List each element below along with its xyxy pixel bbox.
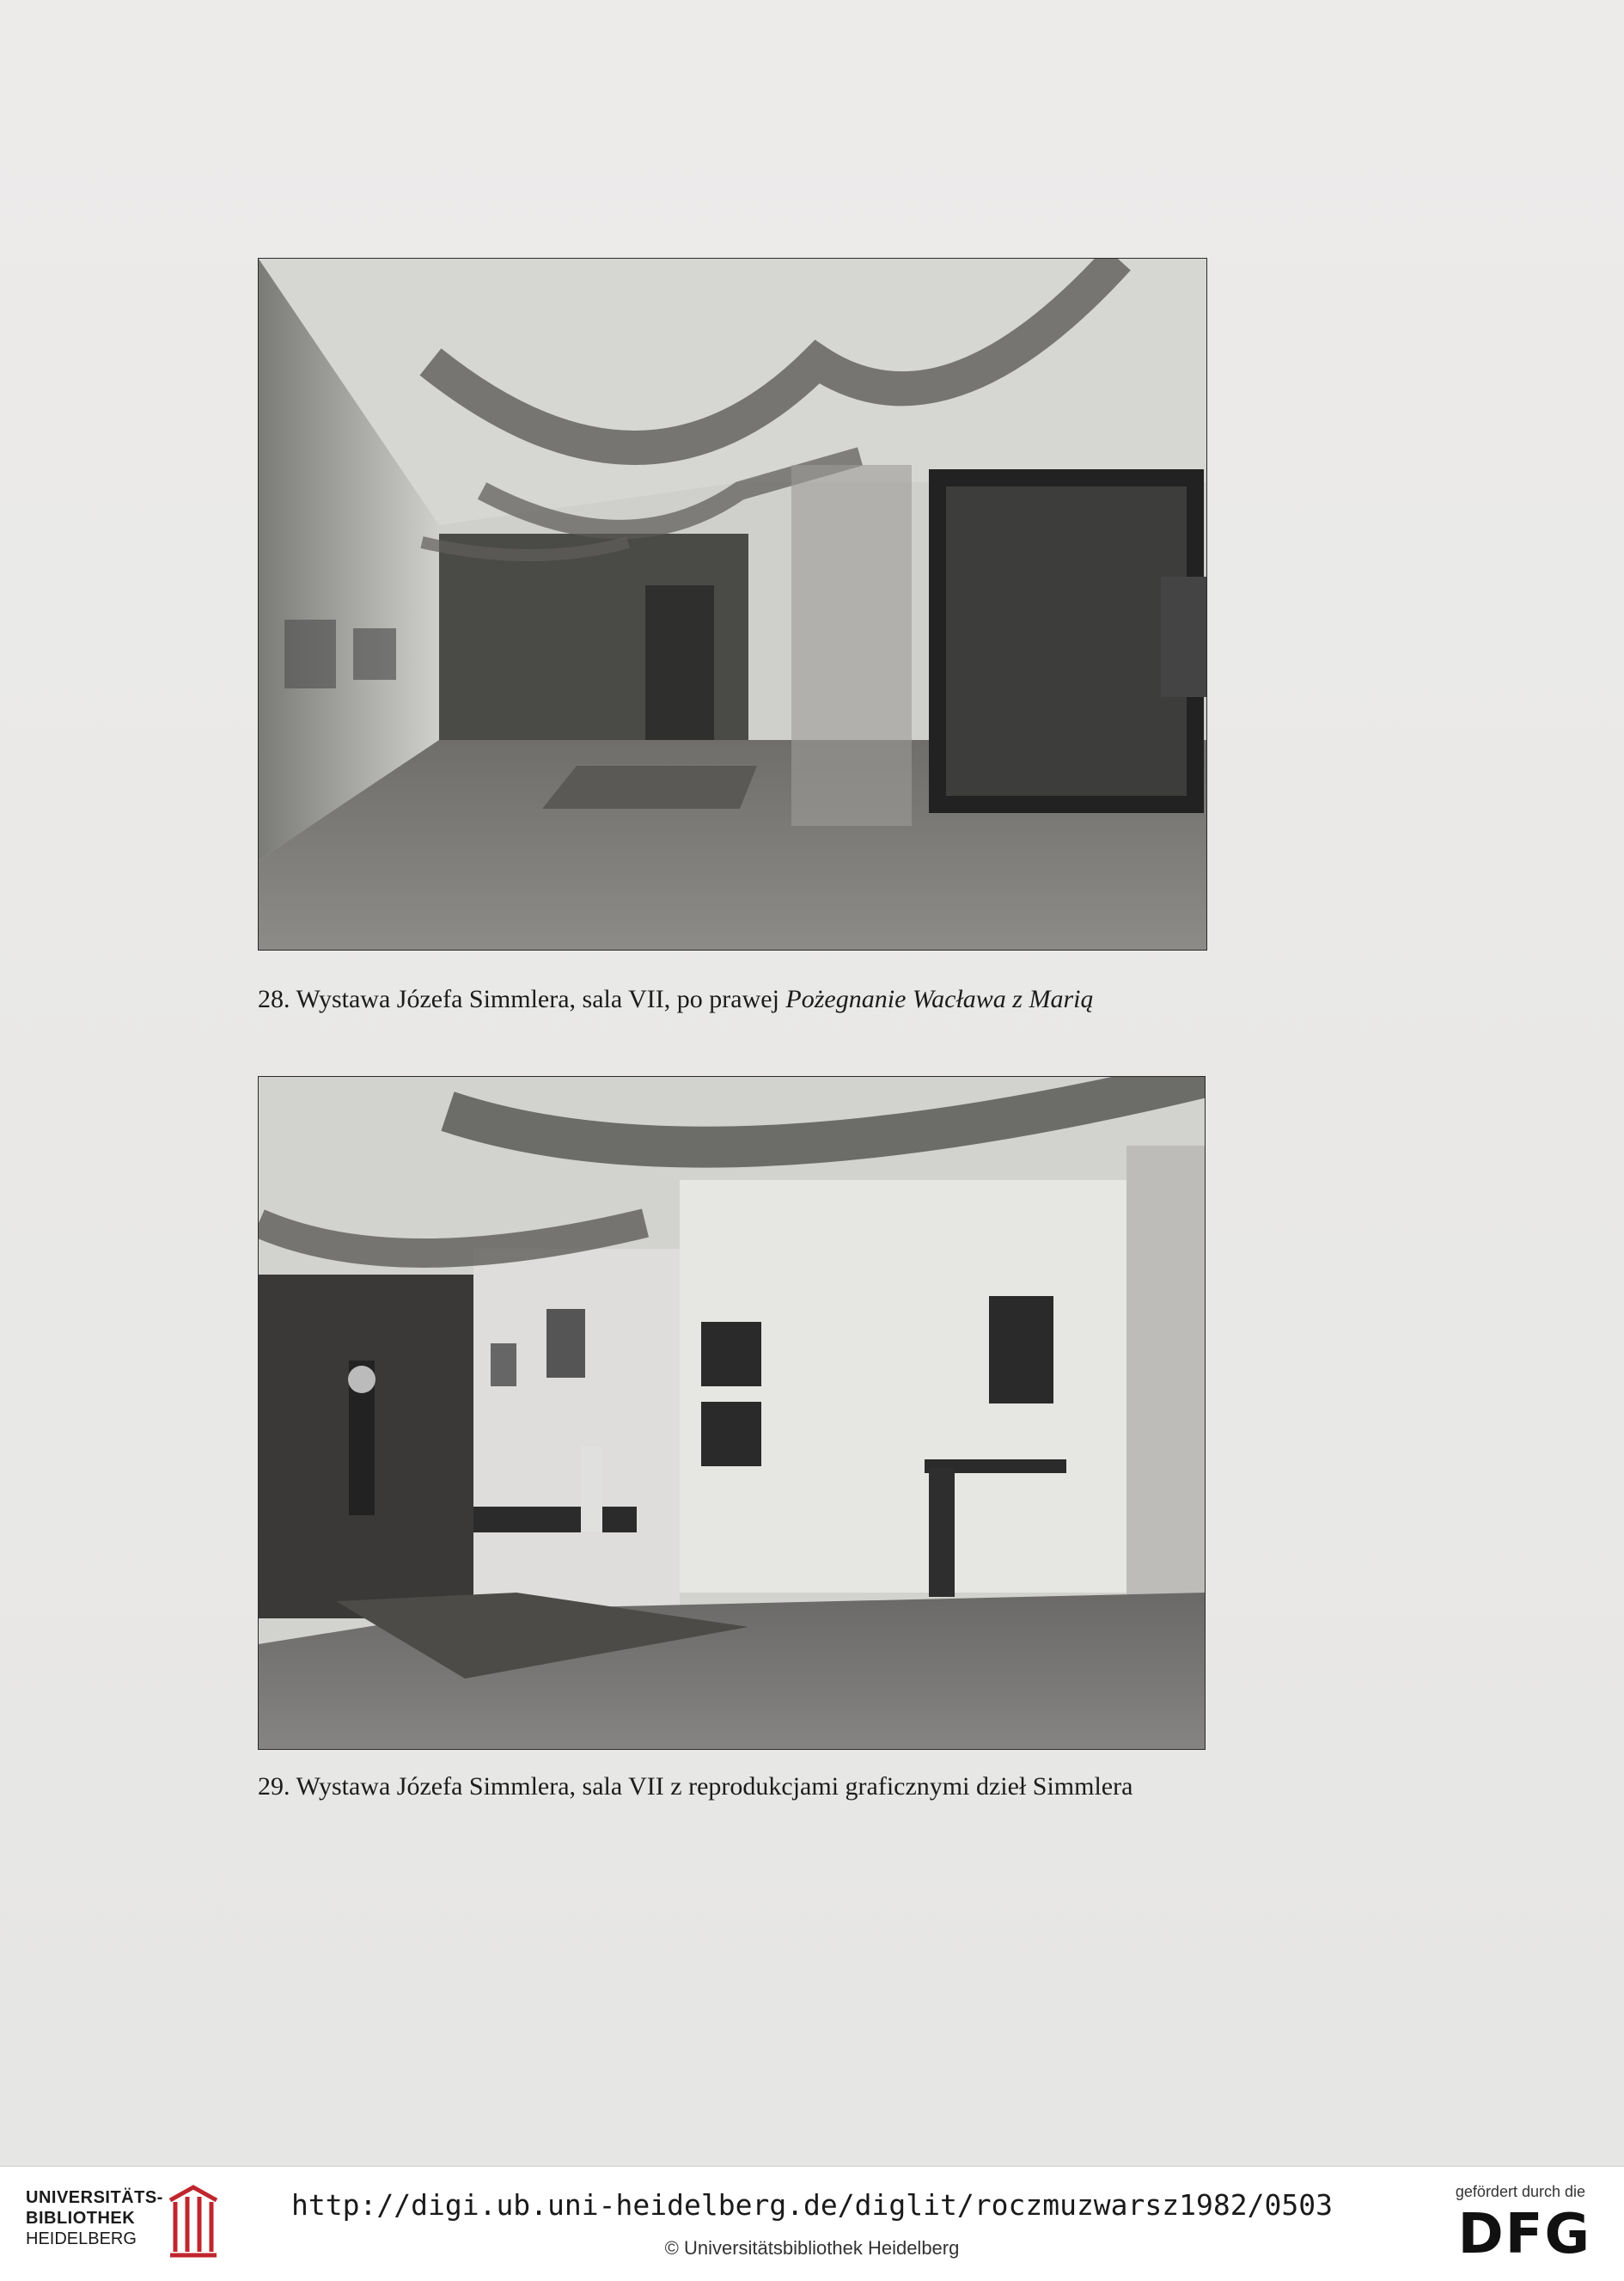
figure-number: 28.	[258, 985, 290, 1013]
photo-28	[258, 258, 1207, 951]
copyright-notice: © Universitätsbibliothek Heidelberg	[664, 2237, 960, 2259]
dfg-logo: DFG	[1457, 2203, 1591, 2266]
caption-italic-title: Pożegnanie Wacława z Marią	[785, 985, 1094, 1013]
library-line-3: HEIDELBERG	[26, 2229, 137, 2248]
library-line-2: BIBLIOTHEK	[26, 2209, 136, 2228]
funder-label: gefördert durch die	[1455, 2183, 1585, 2200]
footer-bar	[0, 2166, 1624, 2281]
caption-29	[258, 1772, 1133, 1801]
photo-29	[258, 1076, 1206, 1750]
caption-text: Wystawa Józefa Simmlera, sala VII z reprodukcjami graficznymi dzieł Simmlera	[296, 1772, 1133, 1801]
figure-number: 29.	[258, 1772, 290, 1801]
caption-28	[258, 985, 1093, 1014]
document-url-link[interactable]: http://digi.ub.uni-heidelberg.de/diglit/roczmuzwarsz1982/0503	[291, 2188, 1333, 2222]
library-line-1: UNIVERSITÄTS-	[26, 2188, 163, 2207]
caption-text: Wystawa Józefa Simmlera, sala VII, po prawej	[296, 985, 779, 1013]
